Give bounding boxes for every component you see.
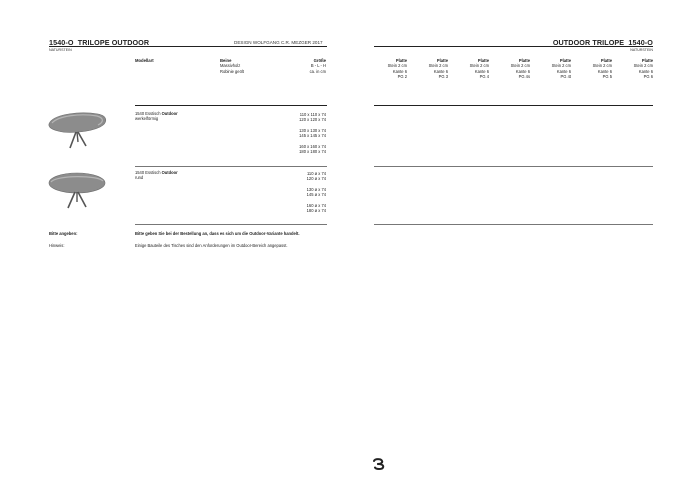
price-col-head: Platte xyxy=(518,58,530,63)
product-1-shape: werkelförmig xyxy=(135,116,159,122)
price-col-head: Platte xyxy=(395,58,407,63)
price-col-group: PG 4t xyxy=(560,74,571,80)
price-col-material: Stein 2 cm xyxy=(469,63,489,69)
size-unit-1: B - L - H xyxy=(310,63,326,69)
product-divider xyxy=(135,166,327,167)
brand-logo-icon xyxy=(372,458,386,470)
note-label-order xyxy=(49,231,77,236)
left-table-top-rule xyxy=(135,105,327,106)
price-col-edge: Kante 6 xyxy=(556,68,571,74)
product-1-name-prefix: 1540 Esstisch xyxy=(135,111,162,116)
price-col-head: Platte xyxy=(436,58,448,63)
note-label-order-text: Bitte angeben: xyxy=(49,231,78,236)
size-row: 145 ø x 74 xyxy=(306,192,326,198)
note-text-order-bold: Bitte geben Sie bei der Bestellung an, dass es sich um die Outdoor-Variante handelt. xyxy=(135,231,300,236)
size-row: 120 ø x 74 xyxy=(306,176,326,182)
right-product-name: OUTDOOR TRILOPE xyxy=(552,38,625,47)
product-1-sizes xyxy=(266,112,326,154)
price-col-edge: Kante 6 xyxy=(515,68,530,74)
right-table-top-rule xyxy=(374,105,653,106)
price-column xyxy=(459,58,489,80)
price-col-group: PG 5 xyxy=(602,74,612,80)
col-header-model: Modellart xyxy=(135,58,154,63)
price-col-edge: Kante 6 xyxy=(638,68,653,74)
size-row: 130 ø x 74 xyxy=(306,186,326,192)
price-col-material: Stein 2 cm xyxy=(633,63,653,69)
table-photo-icon xyxy=(46,108,110,152)
note-text-order xyxy=(135,231,299,236)
legs-value-1: Massivholz xyxy=(220,63,241,69)
product-2-sizes xyxy=(266,171,326,213)
right-subtitle: NATURSTEIN xyxy=(630,48,653,52)
price-col-edge: Kante 6 xyxy=(474,68,489,74)
price-col-material: Stein 2 cm xyxy=(592,63,612,69)
left-subtitle: NATURSTEIN xyxy=(49,48,72,52)
note-text-hint: Einige Bauteile des Tisches sind den Anforderungen im Outdoor-Bereich angepasst. xyxy=(135,243,288,248)
product-2-shape: rund xyxy=(135,175,144,181)
price-column xyxy=(582,58,612,80)
price-column xyxy=(541,58,571,80)
right-product-divider xyxy=(374,166,653,167)
left-header-rule xyxy=(49,46,327,47)
table-photo-icon xyxy=(46,168,110,212)
price-column xyxy=(500,58,530,80)
price-col-head: Platte xyxy=(559,58,571,63)
col-header-legs: Beine xyxy=(220,58,232,63)
product-1-name-bold: Outdoor xyxy=(161,111,178,116)
price-col-group: PG 6 xyxy=(643,74,653,80)
price-col-group: PG 4s xyxy=(518,74,530,80)
price-col-edge: Kante 6 xyxy=(392,68,407,74)
product-2-name-prefix: 1540 Esstisch xyxy=(135,170,162,175)
size-row: 120 x 120 x 74 xyxy=(299,117,326,123)
size-unit-2: ca. in cm xyxy=(309,68,326,74)
price-column xyxy=(623,58,653,80)
price-col-material: Stein 2 cm xyxy=(428,63,448,69)
price-col-group: PG 3 xyxy=(438,74,448,80)
size-row: 180 x 180 x 74 xyxy=(299,148,326,154)
size-row: 160 x 160 x 74 xyxy=(299,143,326,149)
price-col-head: Platte xyxy=(641,58,653,63)
left-product-name: TRILOPE OUTDOOR xyxy=(77,38,150,47)
size-row: 110 x 110 x 74 xyxy=(299,112,326,117)
right-product-divider xyxy=(374,224,653,225)
left-product-code: 1540-O xyxy=(49,38,74,47)
size-row: 110 ø x 74 xyxy=(306,171,326,176)
size-row: 145 x 145 x 74 xyxy=(299,133,326,139)
right-header-rule xyxy=(374,46,653,47)
price-column xyxy=(418,58,448,80)
price-col-edge: Kante 6 xyxy=(597,68,612,74)
size-row: 130 x 130 x 74 xyxy=(299,127,326,133)
price-column xyxy=(377,58,407,80)
product-2-desc xyxy=(135,170,178,181)
size-row: 160 ø x 74 xyxy=(306,202,326,208)
product-divider xyxy=(135,224,327,225)
product-1-desc xyxy=(135,111,178,122)
design-credit: DESIGN WOLFGANG C.R. MEZGER 2017 xyxy=(234,40,323,45)
product-2-name-bold: Outdoor xyxy=(161,170,178,175)
price-col-edge: Kante 6 xyxy=(433,68,448,74)
col-header-size: Größe xyxy=(313,58,326,63)
price-col-head: Platte xyxy=(477,58,489,63)
price-col-material: Stein 2 cm xyxy=(510,63,530,69)
price-col-material: Stein 2 cm xyxy=(551,63,571,69)
price-col-material: Stein 2 cm xyxy=(387,63,407,69)
price-col-group: PG 2 xyxy=(397,74,407,80)
col-header-legs-block xyxy=(220,58,244,74)
price-col-head: Platte xyxy=(600,58,612,63)
price-col-group: PG 4 xyxy=(479,74,489,80)
legs-value-2: Robinie geölt xyxy=(220,68,244,74)
right-product-code: 1540-O xyxy=(628,38,653,47)
size-row: 180 ø x 74 xyxy=(306,207,326,213)
note-label-hint: Hinweis: xyxy=(49,243,65,248)
col-header-size-block xyxy=(286,58,326,74)
